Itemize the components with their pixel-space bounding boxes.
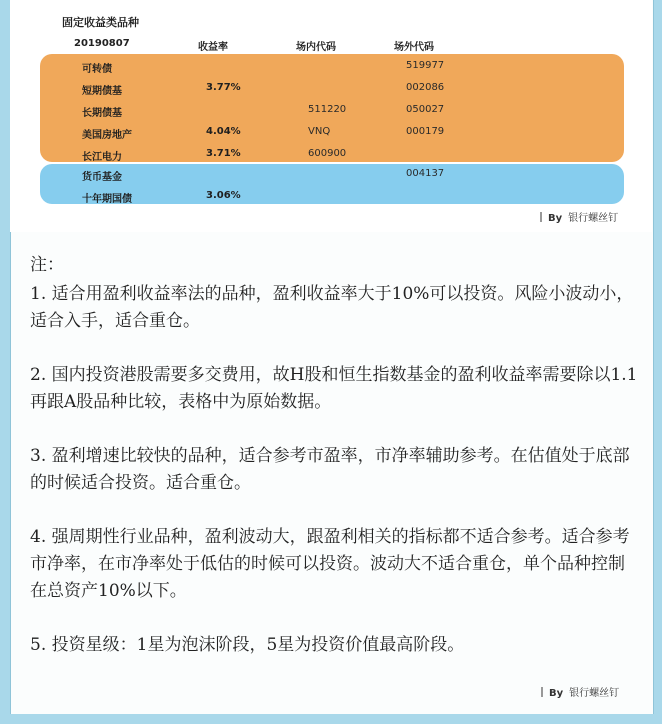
row-name: 十年期国债 (82, 194, 132, 205)
bottom-border (10, 714, 654, 724)
row-yield: 4.04% (206, 126, 241, 137)
note-item-3: 3. 盈利增速比较快的品种，适合参考市盈率，市净率辅助参考。在估值处于底部的时候适合投资。适合重仓。 (30, 446, 630, 493)
row-onexchange-code: 600900 (308, 148, 347, 159)
notes-section (30, 252, 640, 659)
table-signature (540, 209, 618, 224)
page-signature (541, 684, 619, 699)
row-yield: 3.77% (206, 82, 241, 93)
row-offexchange-code: 004137 (406, 168, 445, 179)
row-offexchange-code: 050027 (406, 104, 445, 115)
signature-name: 银行螺丝钉 (568, 213, 619, 224)
fixed-income-table-image (10, 0, 652, 232)
col-header-onexchange-code: 场内代码 (296, 42, 336, 53)
col-header-yield: 收益率 (198, 42, 228, 53)
note-item-5: 5. 投资星级：1星为泡沫阶段，5星为投资价值最高阶段。 (30, 635, 465, 655)
row-onexchange-code: 511220 (308, 104, 347, 115)
row-name: 可转债 (82, 64, 112, 75)
row-name: 美国房地产 (82, 130, 132, 141)
table-date: 20190807 (74, 38, 130, 49)
table-title: 固定收益类品种 (62, 16, 139, 29)
notes-heading: 注： (30, 255, 64, 275)
row-name: 长江电力 (82, 152, 122, 163)
row-name: 短期债基 (82, 86, 122, 97)
row-yield: 3.71% (206, 148, 241, 159)
row-name: 货币基金 (82, 172, 122, 183)
note-item-2: 2. 国内投资港股需要多交费用，故H股和恒生指数基金的盈利收益率需要除以1.1再跟A股品种比较，表格中为原始数据。 (30, 365, 638, 412)
note-item-4: 4. 强周期性行业品种，盈利波动大，跟盈利相关的指标都不适合参考。适合参考市净率，在市净率处于低估的时候可以投资。波动大不适合重仓，单个品种控制在总资产10%以下。 (30, 527, 630, 601)
row-offexchange-code: 000179 (406, 126, 445, 137)
signature-by: By (549, 688, 564, 699)
note-item-1: 1. 适合用盈利收益率法的品种，盈利收益率大于10%可以投资。风险小波动小，适合入手，适合重仓。 (30, 284, 634, 331)
row-offexchange-code: 002086 (406, 82, 445, 93)
row-offexchange-code: 519977 (406, 60, 445, 71)
row-yield: 3.06% (206, 190, 241, 201)
row-name: 长期债基 (82, 108, 122, 119)
signature-divider (541, 687, 543, 697)
row-onexchange-code: VNQ (308, 126, 331, 137)
signature-divider (540, 212, 542, 222)
signature-by: By (548, 213, 563, 224)
col-header-offexchange-code: 场外代码 (394, 42, 434, 53)
signature-name: 银行螺丝钉 (569, 688, 620, 699)
